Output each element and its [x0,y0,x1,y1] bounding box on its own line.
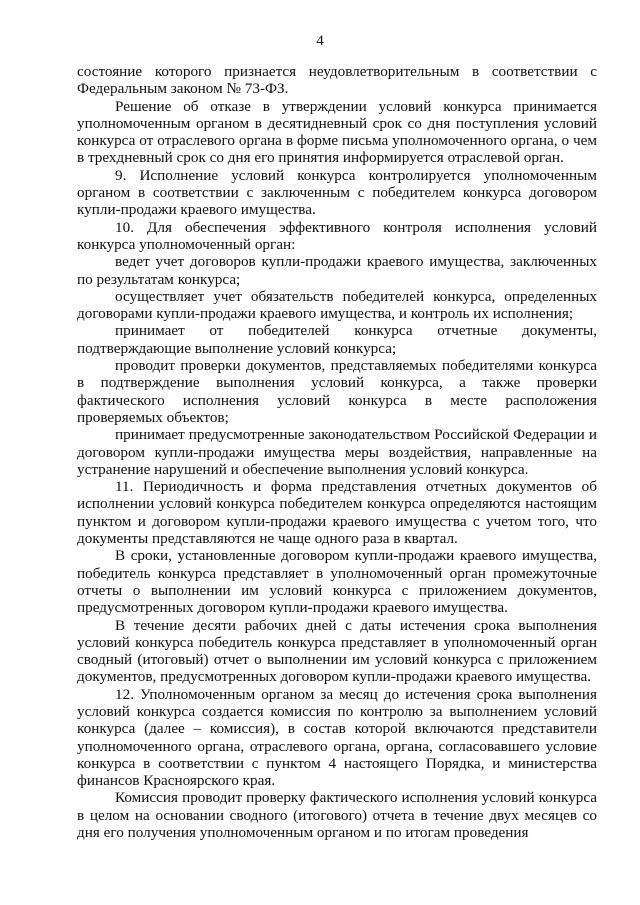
page-number: 4 [316,33,324,49]
document-body [77,63,597,841]
paragraph-item-10-reports: принимает от победителей конкурса отчетные документы, подтверждающие выполнение условий конкурса; [77,322,597,357]
paragraph-item-10-obligations: осуществляет учет обязательств победителей конкурса, определенных договорами купли-продажи краевого имущества, и контроль их исполнения; [77,287,597,323]
paragraph-refusal-decision: Решение об отказе в утверждении условий конкурса принимается уполномоченным органом в десятидневный срок со дня поступления условий конкурса от отраслевого органа в форме письма уполномоченного органа, о чем в трехдневный срок со дня его принятия информируется отраслевой орган. [77,97,597,167]
paragraph-item-10-contracts: ведет учет договоров купли-продажи краевого имущества, заключенных по результатам конкурса; [77,253,597,288]
paragraph-item-11: 11. Периодичность и форма представления отчетных документов об исполнении условий конкурса победителем конкурса определяются настоящим пунктом и договором купли-продажи краевого имущества с учетом того, что документы представляются не чаще одного раза в квартал. [77,478,597,548]
paragraph-item-10-inspections: проводит проверки документов, представляемых победителями конкурса в подтверждение выполнения условий конкурса, а также проверки фактического исполнения условий конкурса в месте расположения проверяемых объектов; [77,357,597,426]
paragraph-continuation: состояние которого признается неудовлетворительным в соответствии с Федеральным законом № 73-ФЗ. [77,63,597,98]
paragraph-interim-reports: В сроки, установленные договором купли-продажи краевого имущества, победитель конкурса представляет в уполномоченный орган промежуточные отчеты о выполнении им условий конкурса с приложением документов, предусмотренных договором купли-продажи краевого имущества. [77,547,597,617]
paragraph-item-9: 9. Исполнение условий конкурса контролируется уполномоченным органом в соответствии с заключенным с победителем конкурса договором купли-продажи краевого имущества. [77,166,597,219]
paragraph-final-report: В течение десяти рабочих дней с даты истечения срока выполнения условий конкурса победитель конкурса представляет в уполномоченный орган сводный (итоговый) отчет о выполнении им условий конкурса с приложением документов, предусмотренных договором купли-продажи краевого имущества. [77,616,597,686]
paragraph-item-10: 10. Для обеспечения эффективного контроля исполнения условий конкурса уполномоченный орган: [77,218,597,253]
paragraph-item-10-measures: принимает предусмотренные законодательством Российской Федерации и договором купли-продажи имущества меры воздействия, направленные на устранение нарушений и обеспечение выполнения условий конкурса. [77,426,597,478]
paragraph-commission-review: Комиссия проводит проверку фактического исполнения условий конкурса в целом на основании сводного (итогового) отчета в течение двух месяцев со дня его получения уполномоченным органом и по итогам проведения [77,789,597,842]
paragraph-item-12: 12. Уполномоченным органом за месяц до истечения срока выполнения условий конкурса создается комиссия по контролю за выполнением условий конкурса (далее – комиссия), в состав которой включаются представители уполномоченного органа, отраслевого органа, органа, согласовавшего условие конкурса в соответствии с пунктом 4 настоящего Порядка, и министерства финансов Красноярского края. [77,685,597,790]
